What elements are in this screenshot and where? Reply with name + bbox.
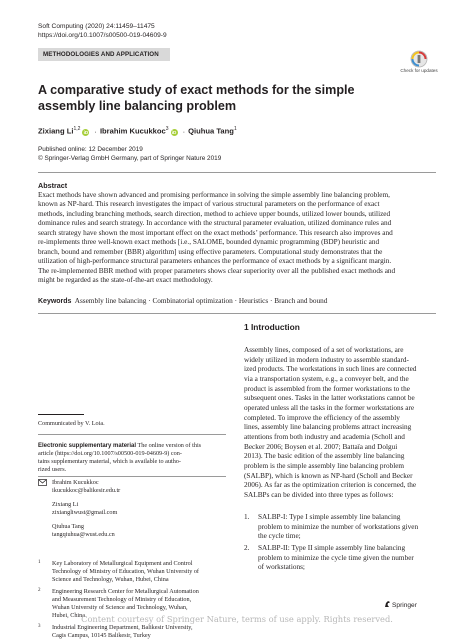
abstract-body	[38, 191, 436, 286]
abstract-line: re-implements three well-known exact methods [i.e., SALOME, bounded dynamic programming (BDP) heuristic and	[38, 238, 380, 247]
esm-line: The online version of this	[137, 442, 202, 449]
intro-line: Becker 2006; Boysen et al. 2007; Battaïa and Dolgui	[244, 442, 398, 451]
journal-citation: Soft Computing (2020) 24:11459–11475	[38, 23, 155, 30]
footnote-rule	[38, 414, 84, 415]
list-line: problem to minimize the number of workstations given	[258, 522, 419, 531]
journal-info	[38, 22, 167, 40]
courtesy-notice: Content courtesy of Springer Nature, terms of use apply. Rights reserved.	[81, 614, 393, 624]
orcid-icon[interactable]: iD	[83, 129, 89, 135]
intro-line: lines, assembly line balancing problems attract increasing	[244, 423, 412, 432]
author-affiliation-mark: 1	[233, 126, 237, 132]
list-line: SALBP-I: Type I simple assembly line balancing	[258, 513, 401, 521]
list-line: of workstations;	[258, 563, 305, 572]
list-item	[244, 544, 436, 573]
affiliation-line: and Measurement Technology of Ministry of Education,	[52, 596, 192, 603]
doi-link[interactable]: https://doi.org/10.1007/s00500-019-04609-9	[38, 32, 167, 39]
contact-name: Qiuhua Tang	[52, 523, 84, 530]
divider	[38, 172, 436, 173]
author-name[interactable]: Ibrahim Kucukkoc	[99, 126, 166, 136]
article-title: A comparative study of exact methods for the simple assembly line balancing problem	[38, 83, 355, 113]
affiliations	[38, 560, 226, 644]
corresponding-contacts	[38, 479, 226, 545]
intro-line: widely utilized in modern industry to assemble standard-	[244, 355, 409, 364]
author-affiliation-mark: 1,2	[73, 126, 81, 132]
esm-line: rized users.	[38, 466, 67, 473]
section-heading: 1 Introduction	[244, 322, 300, 332]
abstract-heading: Abstract	[38, 181, 68, 190]
divider	[38, 434, 226, 435]
abstract-line: dominance rules and search strategy. In accordance with the structural parameter evaluation, utilized dominance rules and	[38, 219, 392, 228]
copyright-notice: © Springer-Verlag GmbH Germany, part of Springer Nature 2019	[38, 154, 222, 162]
intro-line: 2006). As far as the optimization criterion is concerned, the	[244, 481, 417, 490]
intro-line: attentions from both industry and academia (Scholl and	[244, 432, 405, 441]
abstract-line: search strategy have shown the most important effect on the exact methods’ performance. This research also improves and	[38, 228, 393, 237]
publisher-logo	[384, 600, 417, 610]
published-date: Published online: 12 December 2019	[38, 146, 143, 153]
crossmark-badge[interactable]	[399, 50, 439, 74]
affiliation	[38, 560, 226, 584]
intro-line: completed. To improve the efficiency of the assembly	[244, 413, 400, 422]
esm-label: Electronic supplementary material	[38, 443, 137, 449]
intro-line: subsequent ones. Tasks in the latter workstations cannot be	[244, 394, 415, 403]
contact-block	[38, 501, 226, 517]
crossmark-label: Check for updates	[400, 68, 438, 73]
affiliation-line: Hubei, China	[52, 612, 85, 619]
list-line: SALBP-II: Type II simple assembly line balancing	[258, 544, 406, 552]
affiliation-line: Technology of Ministry of Education, Wuhan University of	[52, 568, 199, 575]
publisher-name: Springer	[392, 602, 417, 609]
springer-horse-icon	[384, 600, 391, 608]
list-number: 2.	[244, 544, 250, 552]
contact-email[interactable]: ikucukkoc@balikesir.edu.tr	[52, 487, 121, 494]
list-line: problem to minimize the cycle time given the number	[258, 553, 414, 562]
abstract-line: branch, bound and remember (BBR) algorithm] using effective parameters. Computational study demonstrates that the	[38, 247, 383, 256]
author-name[interactable]: Zixiang Li	[38, 126, 74, 136]
keywords-label: Keywords	[38, 298, 72, 305]
list-item	[244, 513, 436, 542]
esm-line[interactable]: article (https://doi.org/10.1007/s00500-019-04609-9) con-	[38, 450, 182, 457]
contact-block	[38, 523, 226, 539]
abstract-line: known as NP-hard. This research investigates the impact of various structural parameters on the performance of exact	[38, 200, 380, 209]
affiliation-number: 2	[38, 588, 41, 593]
affiliation-line: Engineering Research Center for Metallurgical Automation	[52, 588, 199, 595]
affiliation-line: Wuhan University of Science and Technology, Wuhan,	[52, 604, 188, 611]
list-line: the cycle time;	[258, 532, 301, 541]
abstract-line: methods, including branching methods, search direction, method to achieve upper bounds, utilized lower bounds, utilized	[38, 209, 391, 218]
affiliation-number: 1	[38, 560, 41, 565]
list-number: 1.	[244, 513, 250, 521]
intro-line: Assembly lines, composed of a set of workstations, are	[244, 346, 404, 354]
abstract-line: Exact methods have shown advanced and promising performance in solving the simple assembly line balancing problem,	[38, 191, 390, 199]
keyword: Branch and bound	[274, 297, 328, 305]
contact-block	[38, 479, 226, 495]
divider	[38, 313, 436, 314]
abstract-line: The re-implemented BBR method with proper parameters shows clear superiority over all the published exact methods and	[38, 266, 396, 275]
intro-line: problem is the simple assembly line balancing problem	[244, 461, 405, 470]
affiliation	[38, 624, 226, 640]
intro-line: operated unless all the tasks in the former workstations are	[244, 403, 415, 412]
author-list: Zixiang Li$^{1,2}$iD · Ibrahim Kucukkoc$^3$iD · Qiuhua Tang$^1$	[38, 126, 237, 136]
intro-line: SALBPs can be divided into three types as follows:	[244, 490, 394, 499]
esm-line: tains supplementary material, which is available to autho-	[38, 458, 181, 465]
orcid-icon[interactable]: iD	[171, 129, 177, 135]
abstract-line: utilization of high-performance structural parameters enhances the performance of exact methods by a significant margin.	[38, 257, 392, 266]
supplementary-note	[38, 442, 214, 474]
crossmark-icon	[410, 50, 428, 68]
communicated-by: Communicated by V. Loia.	[38, 420, 105, 427]
section-banner: METHODOLOGIES AND APPLICATION	[38, 48, 170, 61]
contact-name: Zixiang Li	[52, 501, 79, 508]
intro-line: 2013). The basic edition of the assembly line balancing	[244, 452, 405, 461]
author-name[interactable]: Qiuhua Tang	[188, 126, 234, 136]
contact-name: Ibrahim Kucukkoc	[52, 479, 99, 486]
keyword: Combinatorial optimization	[152, 297, 233, 305]
divider	[38, 476, 226, 477]
keyword: Heuristics	[238, 297, 269, 305]
keyword: Assembly line balancing	[74, 297, 147, 305]
publication-info	[38, 146, 221, 163]
intro-line: ized products. The workstations in such lines are connected	[244, 365, 417, 374]
affiliation-line: Science and Technology, Wuhan, Hubei, China	[52, 576, 169, 583]
intro-line: via a transportation system, e.g., a conveyer belt, and the	[244, 374, 409, 383]
affiliation-line: Industrial Engineering Department, Balikesir University,	[52, 624, 193, 631]
contact-email[interactable]: zixiangliwust@gmail.com	[52, 509, 118, 516]
contact-email[interactable]: tangqiuhua@wust.edu.cn	[52, 531, 115, 538]
affiliation-line: Key Laboratory of Metallurgical Equipment and Control	[52, 560, 193, 567]
keywords-line: Keywords Assembly line balancing · Combinatorial optimization · Heuristics · Branch and bound	[38, 297, 328, 305]
introduction-body	[244, 346, 436, 501]
intro-line: (SALBP), which is known as NP-hard (Scholl and Becker	[244, 471, 413, 480]
author-affiliation-mark: 3	[165, 126, 169, 132]
affiliation-line: Cagis Campus, 10145 Balikesir, Turkey	[52, 632, 151, 639]
abstract-line: might be regarded as the state-of-the-art exact methodology.	[38, 276, 213, 285]
intro-line: product is assembled from the former workstations to the	[244, 384, 410, 393]
envelope-icon	[38, 479, 47, 486]
affiliation-number: 3	[38, 624, 41, 629]
